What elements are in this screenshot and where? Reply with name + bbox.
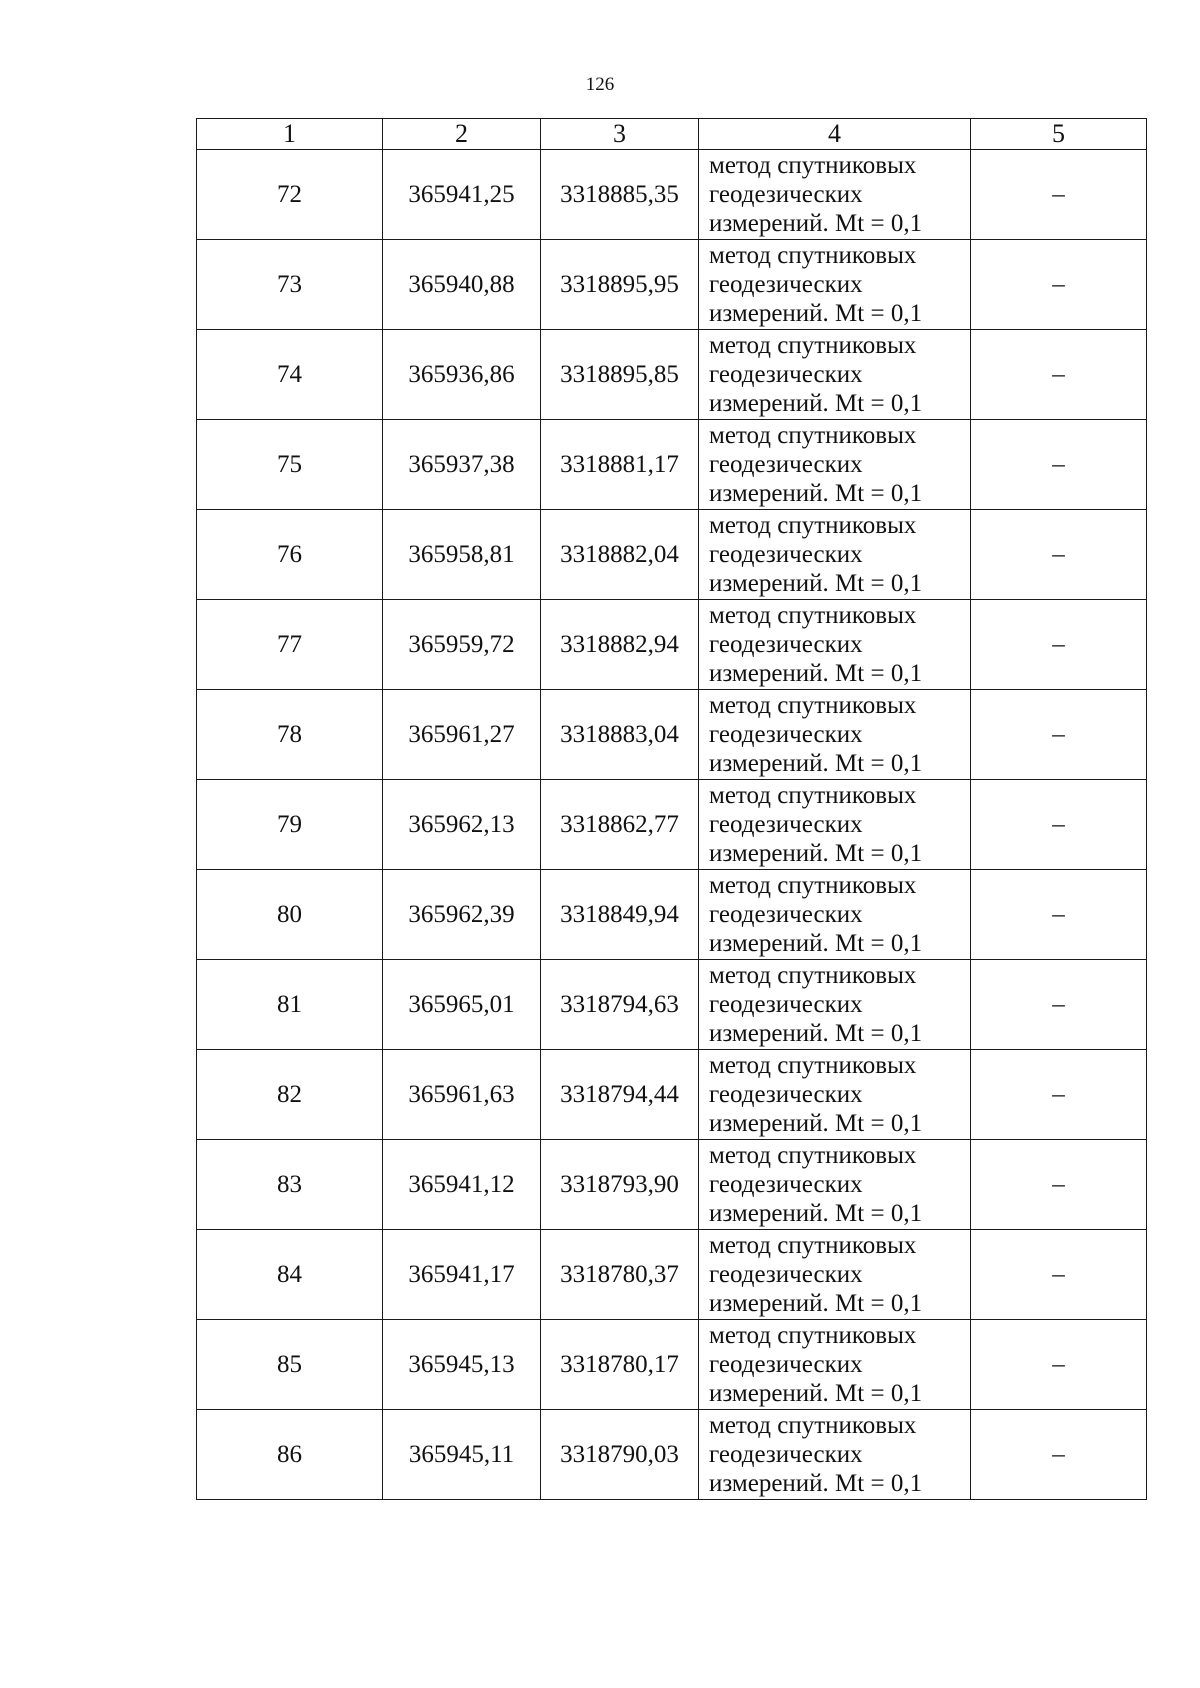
method-text-line: геодезических bbox=[709, 271, 863, 298]
method-text-line: геодезических bbox=[709, 1261, 863, 1288]
method-text-line: метод спутниковых bbox=[709, 872, 917, 899]
method-cell bbox=[699, 960, 971, 1050]
column-header-3: 3 bbox=[541, 119, 699, 150]
method-text-line: геодезических bbox=[709, 361, 863, 388]
method-text-line: метод спутниковых bbox=[709, 422, 917, 449]
note-cell: – bbox=[971, 510, 1147, 600]
table-row bbox=[197, 240, 1147, 330]
method-text-line: измерений. Mt = 0,1 bbox=[709, 210, 923, 237]
method-text-line: геодезических bbox=[709, 451, 863, 478]
method-text-line: геодезических bbox=[709, 1441, 863, 1468]
method-cell bbox=[699, 780, 971, 870]
point-number-cell: 72 bbox=[197, 150, 383, 240]
x-coordinate-cell: 365940,88 bbox=[383, 240, 541, 330]
method-text-line: геодезических bbox=[709, 811, 863, 838]
method-text-line: геодезических bbox=[709, 991, 863, 1018]
column-header-4: 4 bbox=[699, 119, 971, 150]
method-text-line: измерений. Mt = 0,1 bbox=[709, 480, 923, 507]
note-cell: – bbox=[971, 150, 1147, 240]
y-coordinate-cell: 3318882,94 bbox=[541, 600, 699, 690]
method-text-line: метод спутниковых bbox=[709, 1412, 917, 1439]
coordinates-table bbox=[196, 118, 1147, 1500]
method-cell bbox=[699, 600, 971, 690]
method-text-line: геодезических bbox=[709, 181, 863, 208]
method-cell bbox=[699, 150, 971, 240]
table-row bbox=[197, 1050, 1147, 1140]
method-text-line: измерений. Mt = 0,1 bbox=[709, 930, 923, 957]
table-row bbox=[197, 690, 1147, 780]
table-row bbox=[197, 420, 1147, 510]
method-text-line: геодезических bbox=[709, 541, 863, 568]
x-coordinate-cell: 365945,13 bbox=[383, 1320, 541, 1410]
method-text-line: измерений. Mt = 0,1 bbox=[709, 840, 923, 867]
point-number-cell: 79 bbox=[197, 780, 383, 870]
method-text-line: метод спутниковых bbox=[709, 1232, 917, 1259]
table-header-row bbox=[197, 119, 1147, 150]
method-text-line: геодезических bbox=[709, 721, 863, 748]
point-number-cell: 78 bbox=[197, 690, 383, 780]
point-number-cell: 84 bbox=[197, 1230, 383, 1320]
method-cell bbox=[699, 510, 971, 600]
x-coordinate-cell: 365961,27 bbox=[383, 690, 541, 780]
x-coordinate-cell: 365965,01 bbox=[383, 960, 541, 1050]
x-coordinate-cell: 365941,12 bbox=[383, 1140, 541, 1230]
table-row bbox=[197, 870, 1147, 960]
note-cell: – bbox=[971, 870, 1147, 960]
y-coordinate-cell: 3318862,77 bbox=[541, 780, 699, 870]
x-coordinate-cell: 365959,72 bbox=[383, 600, 541, 690]
point-number-cell: 75 bbox=[197, 420, 383, 510]
method-cell bbox=[699, 420, 971, 510]
method-text-line: измерений. Mt = 0,1 bbox=[709, 660, 923, 687]
table-row bbox=[197, 1320, 1147, 1410]
y-coordinate-cell: 3318881,17 bbox=[541, 420, 699, 510]
method-cell bbox=[699, 330, 971, 420]
x-coordinate-cell: 365941,25 bbox=[383, 150, 541, 240]
method-text-line: геодезических bbox=[709, 901, 863, 928]
table-row bbox=[197, 600, 1147, 690]
method-text-line: измерений. Mt = 0,1 bbox=[709, 1470, 923, 1497]
point-number-cell: 82 bbox=[197, 1050, 383, 1140]
x-coordinate-cell: 365958,81 bbox=[383, 510, 541, 600]
method-text-line: метод спутниковых bbox=[709, 152, 917, 179]
y-coordinate-cell: 3318794,44 bbox=[541, 1050, 699, 1140]
method-text-line: метод спутниковых bbox=[709, 332, 917, 359]
note-cell: – bbox=[971, 1050, 1147, 1140]
method-text-line: измерений. Mt = 0,1 bbox=[709, 1110, 923, 1137]
method-text-line: измерений. Mt = 0,1 bbox=[709, 570, 923, 597]
column-header-2: 2 bbox=[383, 119, 541, 150]
method-text-line: метод спутниковых bbox=[709, 782, 917, 809]
y-coordinate-cell: 3318790,03 bbox=[541, 1410, 699, 1500]
method-text-line: геодезических bbox=[709, 631, 863, 658]
method-text-line: метод спутниковых bbox=[709, 1142, 917, 1169]
note-cell: – bbox=[971, 690, 1147, 780]
method-text-line: метод спутниковых bbox=[709, 1322, 917, 1349]
x-coordinate-cell: 365936,86 bbox=[383, 330, 541, 420]
note-cell: – bbox=[971, 1140, 1147, 1230]
note-cell: – bbox=[971, 1410, 1147, 1500]
method-text-line: геодезических bbox=[709, 1351, 863, 1378]
y-coordinate-cell: 3318885,35 bbox=[541, 150, 699, 240]
y-coordinate-cell: 3318793,90 bbox=[541, 1140, 699, 1230]
point-number-cell: 80 bbox=[197, 870, 383, 960]
table-row bbox=[197, 780, 1147, 870]
note-cell: – bbox=[971, 1320, 1147, 1410]
method-text-line: геодезических bbox=[709, 1171, 863, 1198]
y-coordinate-cell: 3318780,17 bbox=[541, 1320, 699, 1410]
point-number-cell: 85 bbox=[197, 1320, 383, 1410]
method-cell bbox=[699, 870, 971, 960]
column-header-1: 1 bbox=[197, 119, 383, 150]
x-coordinate-cell: 365961,63 bbox=[383, 1050, 541, 1140]
method-cell bbox=[699, 240, 971, 330]
method-cell bbox=[699, 1140, 971, 1230]
point-number-cell: 81 bbox=[197, 960, 383, 1050]
note-cell: – bbox=[971, 780, 1147, 870]
method-text-line: метод спутниковых bbox=[709, 962, 917, 989]
column-header-5: 5 bbox=[971, 119, 1147, 150]
y-coordinate-cell: 3318895,95 bbox=[541, 240, 699, 330]
note-cell: – bbox=[971, 240, 1147, 330]
note-cell: – bbox=[971, 600, 1147, 690]
x-coordinate-cell: 365941,17 bbox=[383, 1230, 541, 1320]
point-number-cell: 86 bbox=[197, 1410, 383, 1500]
y-coordinate-cell: 3318780,37 bbox=[541, 1230, 699, 1320]
table-row bbox=[197, 1410, 1147, 1500]
table-row bbox=[197, 960, 1147, 1050]
method-text-line: измерений. Mt = 0,1 bbox=[709, 1020, 923, 1047]
note-cell: – bbox=[971, 960, 1147, 1050]
method-text-line: измерений. Mt = 0,1 bbox=[709, 1380, 923, 1407]
method-text-line: метод спутниковых bbox=[709, 692, 917, 719]
point-number-cell: 74 bbox=[197, 330, 383, 420]
note-cell: – bbox=[971, 330, 1147, 420]
method-text-line: измерений. Mt = 0,1 bbox=[709, 300, 923, 327]
note-cell: – bbox=[971, 420, 1147, 510]
table-row bbox=[197, 330, 1147, 420]
y-coordinate-cell: 3318883,04 bbox=[541, 690, 699, 780]
point-number-cell: 76 bbox=[197, 510, 383, 600]
x-coordinate-cell: 365945,11 bbox=[383, 1410, 541, 1500]
method-cell bbox=[699, 1410, 971, 1500]
page-number: 126 bbox=[585, 74, 615, 95]
method-text-line: метод спутниковых bbox=[709, 602, 917, 629]
table-row bbox=[197, 1230, 1147, 1320]
point-number-cell: 77 bbox=[197, 600, 383, 690]
method-cell bbox=[699, 1230, 971, 1320]
table-row bbox=[197, 150, 1147, 240]
y-coordinate-cell: 3318895,85 bbox=[541, 330, 699, 420]
x-coordinate-cell: 365962,13 bbox=[383, 780, 541, 870]
x-coordinate-cell: 365937,38 bbox=[383, 420, 541, 510]
method-cell bbox=[699, 1320, 971, 1410]
point-number-cell: 73 bbox=[197, 240, 383, 330]
method-text-line: измерений. Mt = 0,1 bbox=[709, 750, 923, 777]
method-cell bbox=[699, 1050, 971, 1140]
method-text-line: метод спутниковых bbox=[709, 242, 917, 269]
x-coordinate-cell: 365962,39 bbox=[383, 870, 541, 960]
table-body bbox=[197, 150, 1147, 1500]
y-coordinate-cell: 3318849,94 bbox=[541, 870, 699, 960]
method-text-line: геодезических bbox=[709, 1081, 863, 1108]
y-coordinate-cell: 3318794,63 bbox=[541, 960, 699, 1050]
method-text-line: метод спутниковых bbox=[709, 1052, 917, 1079]
method-text-line: измерений. Mt = 0,1 bbox=[709, 390, 923, 417]
method-text-line: метод спутниковых bbox=[709, 512, 917, 539]
y-coordinate-cell: 3318882,04 bbox=[541, 510, 699, 600]
note-cell: – bbox=[971, 1230, 1147, 1320]
table-row bbox=[197, 1140, 1147, 1230]
method-text-line: измерений. Mt = 0,1 bbox=[709, 1290, 923, 1317]
table-row bbox=[197, 510, 1147, 600]
point-number-cell: 83 bbox=[197, 1140, 383, 1230]
method-text-line: измерений. Mt = 0,1 bbox=[709, 1200, 923, 1227]
method-cell bbox=[699, 690, 971, 780]
